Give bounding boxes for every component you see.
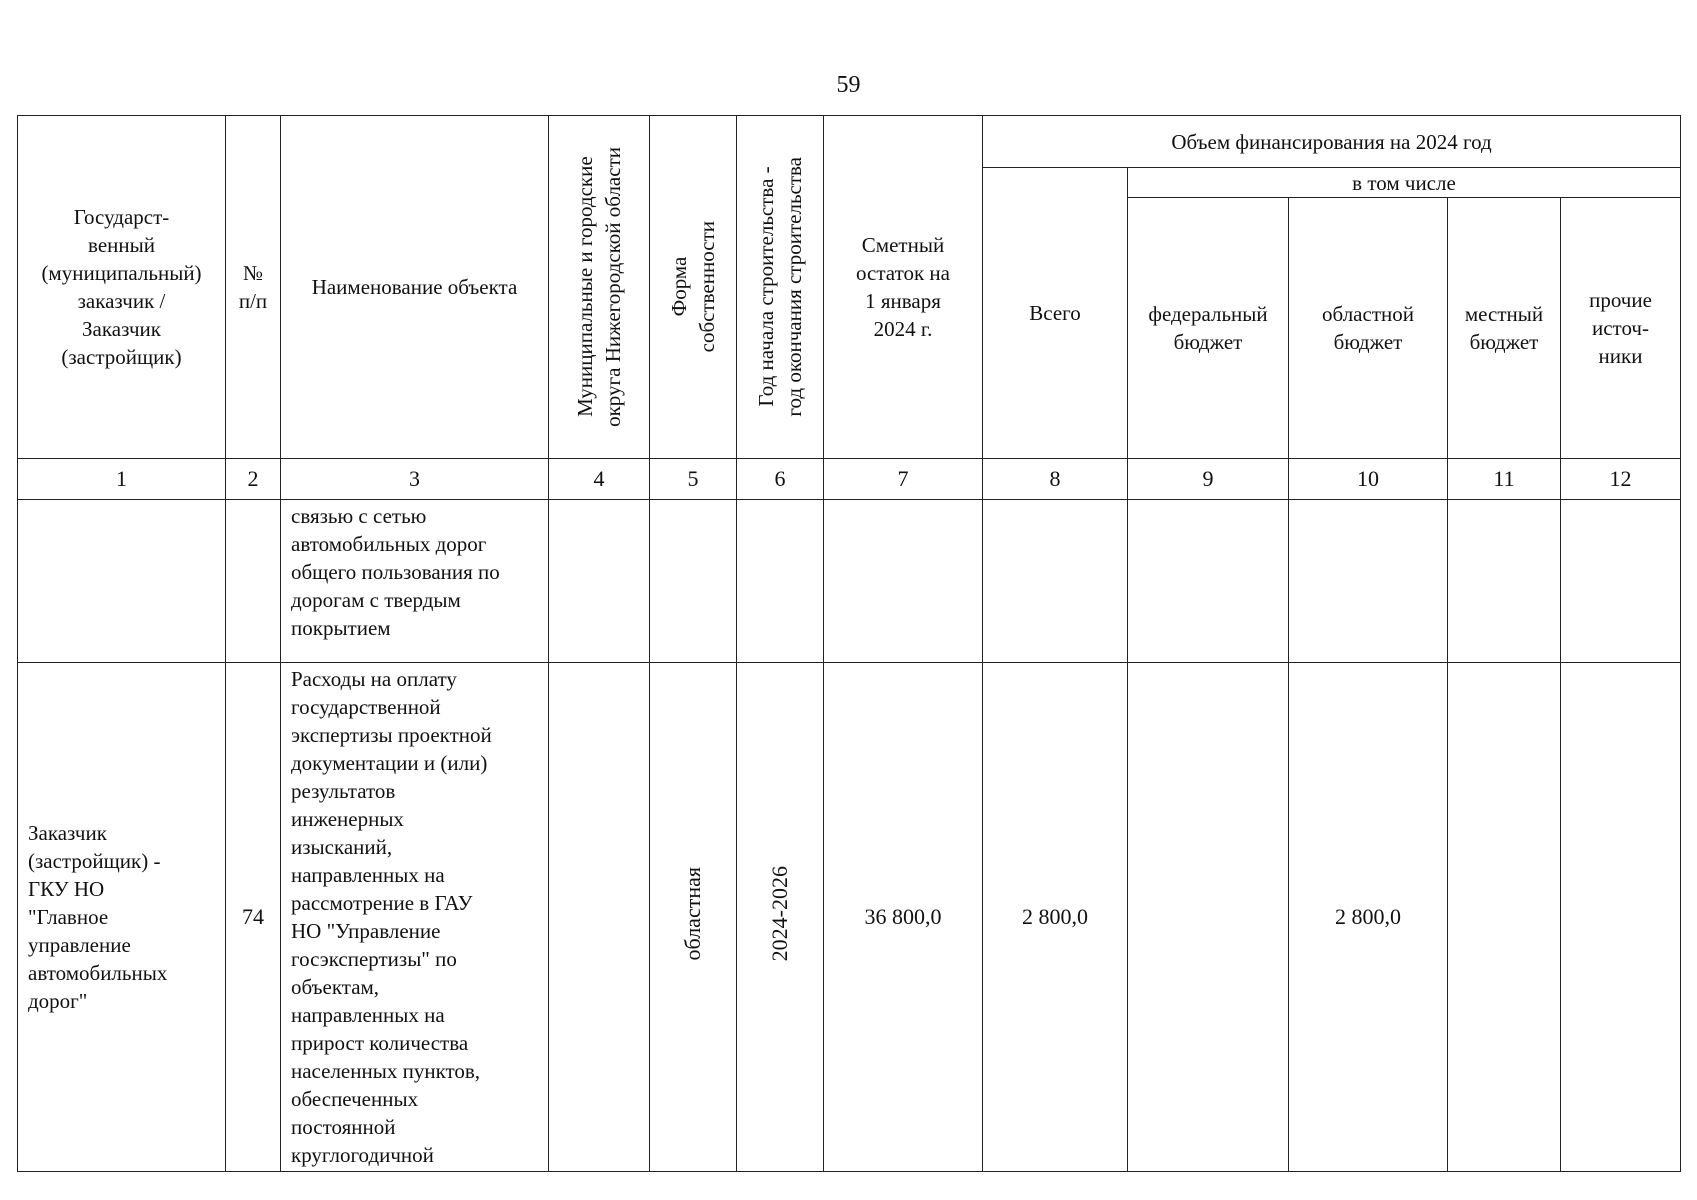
row-total [983,500,1128,663]
row-federal [1128,500,1289,663]
row-regional [1289,500,1448,663]
row-federal [1128,663,1289,1172]
column-number: 4 [549,459,650,500]
row-municipality [549,663,650,1172]
table-row [18,663,1681,1172]
row-estimated-balance: 36 800,0 [824,663,983,1172]
header-other: прочие источ- ники [1561,198,1681,459]
row-ownership: областная [650,663,737,1172]
header-total: Всего [983,168,1128,459]
row-number [226,500,281,663]
header-object-name: Наименование объекта [281,116,549,459]
header-funding-volume: Объем финансирования на 2024 год [983,116,1681,168]
row-local [1448,663,1561,1172]
header-number: № п/п [226,116,281,459]
header-years: Год начала строительства - год окончания строительства [737,116,824,459]
row-number: 74 [226,663,281,1172]
row-ownership [650,500,737,663]
column-number: 10 [1289,459,1448,500]
header-customer: Государст- венный (муниципальный) заказчик / Заказчик (застройщик) [18,116,226,459]
table-row [18,500,1681,663]
row-estimated-balance [824,500,983,663]
row-customer [18,500,226,663]
row-years: 2024-2026 [737,663,824,1172]
row-years [737,500,824,663]
column-number: 5 [650,459,737,500]
page-number: 59 [836,72,861,98]
row-municipality [549,500,650,663]
row-other [1561,663,1681,1172]
column-number: 2 [226,459,281,500]
row-customer: Заказчик (застройщик) - ГКУ НО "Главное управление автомобильных дорог" [18,663,226,1172]
column-number: 11 [1448,459,1561,500]
row-object-name: связью с сетью автомобильных дорог общего пользования по дорогам с твердым покрытием [281,500,549,663]
header-local: местный бюджет [1448,198,1561,459]
column-number: 3 [281,459,549,500]
header-municipality: Муниципальные и городские округа Нижегородской области [549,116,650,459]
row-regional: 2 800,0 [1289,663,1448,1172]
financing-table [17,115,1681,1172]
column-number: 1 [18,459,226,500]
column-number: 8 [983,459,1128,500]
header-estimated-balance: Сметный остаток на 1 января 2024 г. [824,116,983,459]
header-regional: областной бюджет [1289,198,1448,459]
row-other [1561,500,1681,663]
column-number-row [18,459,1681,500]
header-ownership: Форма собственности [650,116,737,459]
column-number: 12 [1561,459,1681,500]
column-number: 9 [1128,459,1289,500]
row-total: 2 800,0 [983,663,1128,1172]
row-local [1448,500,1561,663]
column-number: 6 [737,459,824,500]
row-object-name: Расходы на оплату государственной экспертизы проектной документации и (или) результатов инженерных изысканий, направленных на рассмотрение в ГАУ НО "Управление госэкспертизы" по объектам, направленных на прирост количества населенных пунктов, обеспеченных постоянной круглогодичной [281,663,549,1172]
header-federal: федеральный бюджет [1128,198,1289,459]
header-including: в том числе [1128,168,1681,198]
column-number: 7 [824,459,983,500]
